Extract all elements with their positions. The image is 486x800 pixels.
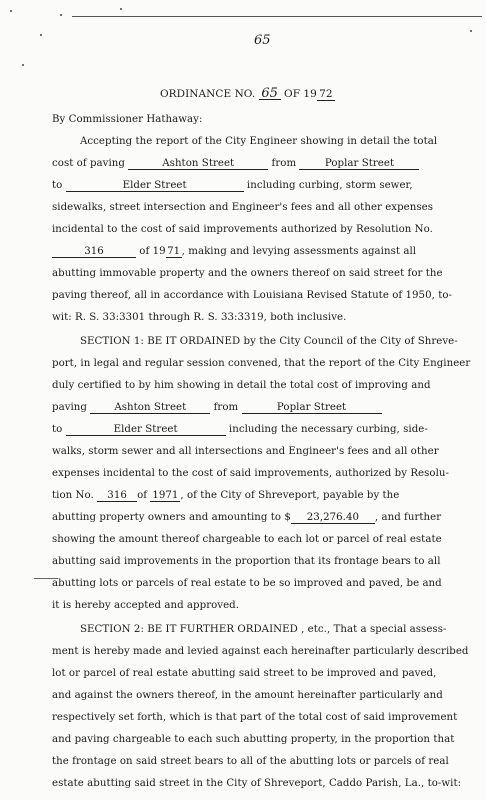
section1-line-11: abutting said improvements in the proportion that its frontage bears to all	[52, 556, 441, 567]
s1-resolution-year-field: 1971	[152, 490, 179, 501]
intro-line-1: Accepting the report of the City Engineer showing in detail the total	[80, 136, 438, 147]
section1-text: , and further	[374, 512, 442, 523]
section1-text: of	[137, 490, 148, 501]
from-street-field: Poplar Street	[299, 158, 419, 170]
intro-text: , making and levying assessments against all	[181, 246, 417, 257]
section1-text: tion No.	[52, 490, 94, 501]
ordinance-number: 65	[259, 88, 281, 100]
amount-field: 23,276.40	[291, 512, 375, 524]
section1-line-5	[52, 424, 428, 436]
intro-line-4: sidewalks, street intersection and Engineer's fees and all other expenses	[52, 202, 433, 213]
section1-line-2: port, in legal and regular session convened, that the report of the City Engineer	[52, 358, 471, 369]
intro-line-8: paving thereof, all in accordance with Louisiana Revised Statute of 1950, to-	[52, 290, 453, 301]
section1-text: , of the City of Shreveport, payable by the	[180, 490, 400, 501]
section1-line-1: SECTION 1: BE IT ORDAINED by the City Council of the City of Shreve-	[80, 336, 458, 347]
to-street-field: Elder Street	[66, 180, 244, 192]
section1-text: from	[213, 402, 239, 413]
street-name-field: Ashton Street	[128, 158, 268, 170]
section1-text: abutting property owners and amounting to $	[52, 512, 291, 523]
s1-resolution-number-field: 316	[97, 490, 137, 502]
intro-line-9: wit: R. S. 33:3301 through R. S. 33:3319, both inclusive.	[52, 312, 347, 323]
section1-line-7: expenses incidental to the cost of said improvements, authorized by Resolu-	[52, 468, 449, 479]
intro-text: to	[52, 180, 63, 191]
section2-line-3: lot or parcel of real estate abutting said street to be improved and paved,	[52, 668, 437, 679]
resolution-year-field: 71	[167, 246, 181, 257]
section1-line-8	[52, 490, 399, 502]
intro-line-5: incidental to the cost of said improvements authorized by Resolution No.	[52, 224, 433, 235]
section1-line-10: showing the amount thereof chargeable to each lot or parcel of real estate	[52, 534, 442, 545]
byline: By Commissioner Hathaway:	[52, 114, 203, 125]
resolution-number-field: 316	[52, 246, 136, 258]
section2-line-2: ment is hereby made and levied against each hereinafter particularly described	[52, 646, 469, 657]
handwritten-page-number: 65	[254, 33, 271, 48]
section1-line-12: abutting lots or parcels of real estate to be so improved and paved, be and	[52, 578, 442, 589]
intro-line-6	[52, 246, 416, 258]
intro-text: cost of paving	[52, 158, 125, 169]
section2-line-4: and against the owners thereof, in the amount hereinafter particularly and	[52, 690, 443, 701]
s1-from-street-field: Poplar Street	[242, 402, 382, 414]
ordinance-title	[160, 88, 335, 101]
section1-line-3: duly certified to by him showing in detail the total cost of improving and	[52, 380, 431, 391]
section1-text: paving	[52, 402, 87, 413]
top-rule	[72, 16, 482, 17]
section1-line-13: it is hereby accepted and approved.	[52, 600, 240, 611]
intro-text: including curbing, storm sewer,	[246, 180, 413, 191]
s1-street-field: Ashton Street	[90, 402, 210, 414]
section2-line-6: and paving chargeable to each such abutting property, in the proportion that	[52, 734, 455, 745]
ordinance-of: OF 19	[284, 88, 317, 100]
intro-line-3	[52, 180, 413, 192]
s1-to-street-field: Elder Street	[66, 424, 226, 436]
ordinance-year: 72	[317, 89, 335, 101]
intro-line-7: abutting immovable property and the owners thereof on said street for the	[52, 268, 443, 279]
intro-text: of 19	[139, 246, 166, 257]
intro-line-2	[52, 158, 419, 170]
section2-line-7: the frontage on said street bears to all of the abutting lots or parcels of real	[52, 756, 449, 767]
intro-text: from	[271, 158, 297, 169]
section1-text: including the necessary curbing, side-	[228, 424, 428, 435]
section2-line-8: estate abutting said street in the City of Shreveport, Caddo Parish, La., to-wit:	[52, 778, 462, 789]
section1-line-9	[52, 512, 441, 524]
section1-text: to	[52, 424, 63, 435]
ordinance-prefix: ORDINANCE NO.	[160, 88, 256, 100]
section2-line-1: SECTION 2: BE IT FURTHER ORDAINED , etc., That a special assess-	[80, 624, 447, 635]
section1-line-6: walks, storm sewer and all intersections and Engineer's fees and all other	[52, 446, 439, 457]
section1-line-4	[52, 402, 382, 414]
section2-line-5: respectively set forth, which is that part of the total cost of said improvement	[52, 712, 458, 723]
